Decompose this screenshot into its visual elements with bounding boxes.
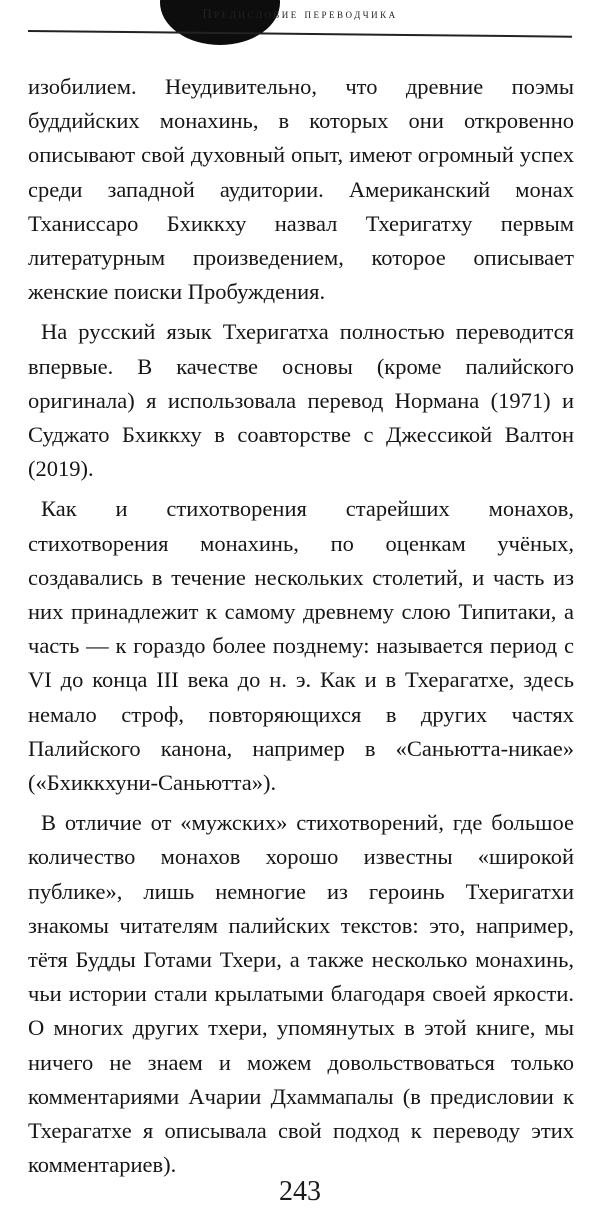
paragraph-2: На русский язык Тхеригатха полностью переводится впервые. В качестве основы (кроме палийского оригинала) я использовала перевод Нормана (1971) и Суджато Бхиккху в соавторстве с Джессикой Валтон (2019). — [28, 319, 574, 482]
paragraph-4: В отличие от «мужских» стихотворений, где большое количество монахов хорошо известны «широкой публике», лишь немногие из героинь Тхеригатхи знакомы читателям палийских текстов: это, например, тётя Будды Готами Тхери, а также несколько монахинь, чьи истории стали крылатыми благодаря своей яркости. О многих других тхери, упомянутых в этой книге, мы ничего не знаем и можем довольствоваться только комментариями Ачарии Дхаммапалы (в предисловии к Тхерагатхе я описывала свой подход к переводу этих комментариев). — [28, 810, 574, 1178]
page-number: 243 — [279, 1176, 321, 1207]
paragraph-3: Как и стихотворения старейших монахов, стихотворения монахинь, по оценкам учёных, создавались в течение нескольких столетий, и часть из них принадлежит к самому древнему слою Типитаки, а часть — к гораздо более позднему: называется период с VI до конца III века до н. э. Как и в Тхерагатхе, здесь немало строф, повторяющихся в других частях Палийского канона, например в «Саньютта-никае» («Бхиккхуни-Саньютта»). — [28, 496, 574, 796]
header-rule — [28, 30, 572, 38]
paragraph-1: изобилием. Неудивительно, что древние поэмы буддийских монахинь, в которых они откровенно описывают свой духовный опыт, имеют огромный успех среди западной аудитории. Американский монах Тханиссаро Бхиккху назвал Тхеригатху первым литературным произведением, которое описывает женские поиски Пробуждения. — [28, 74, 574, 305]
body-text — [28, 70, 574, 1189]
running-header: Предисловие переводчика — [202, 6, 398, 21]
